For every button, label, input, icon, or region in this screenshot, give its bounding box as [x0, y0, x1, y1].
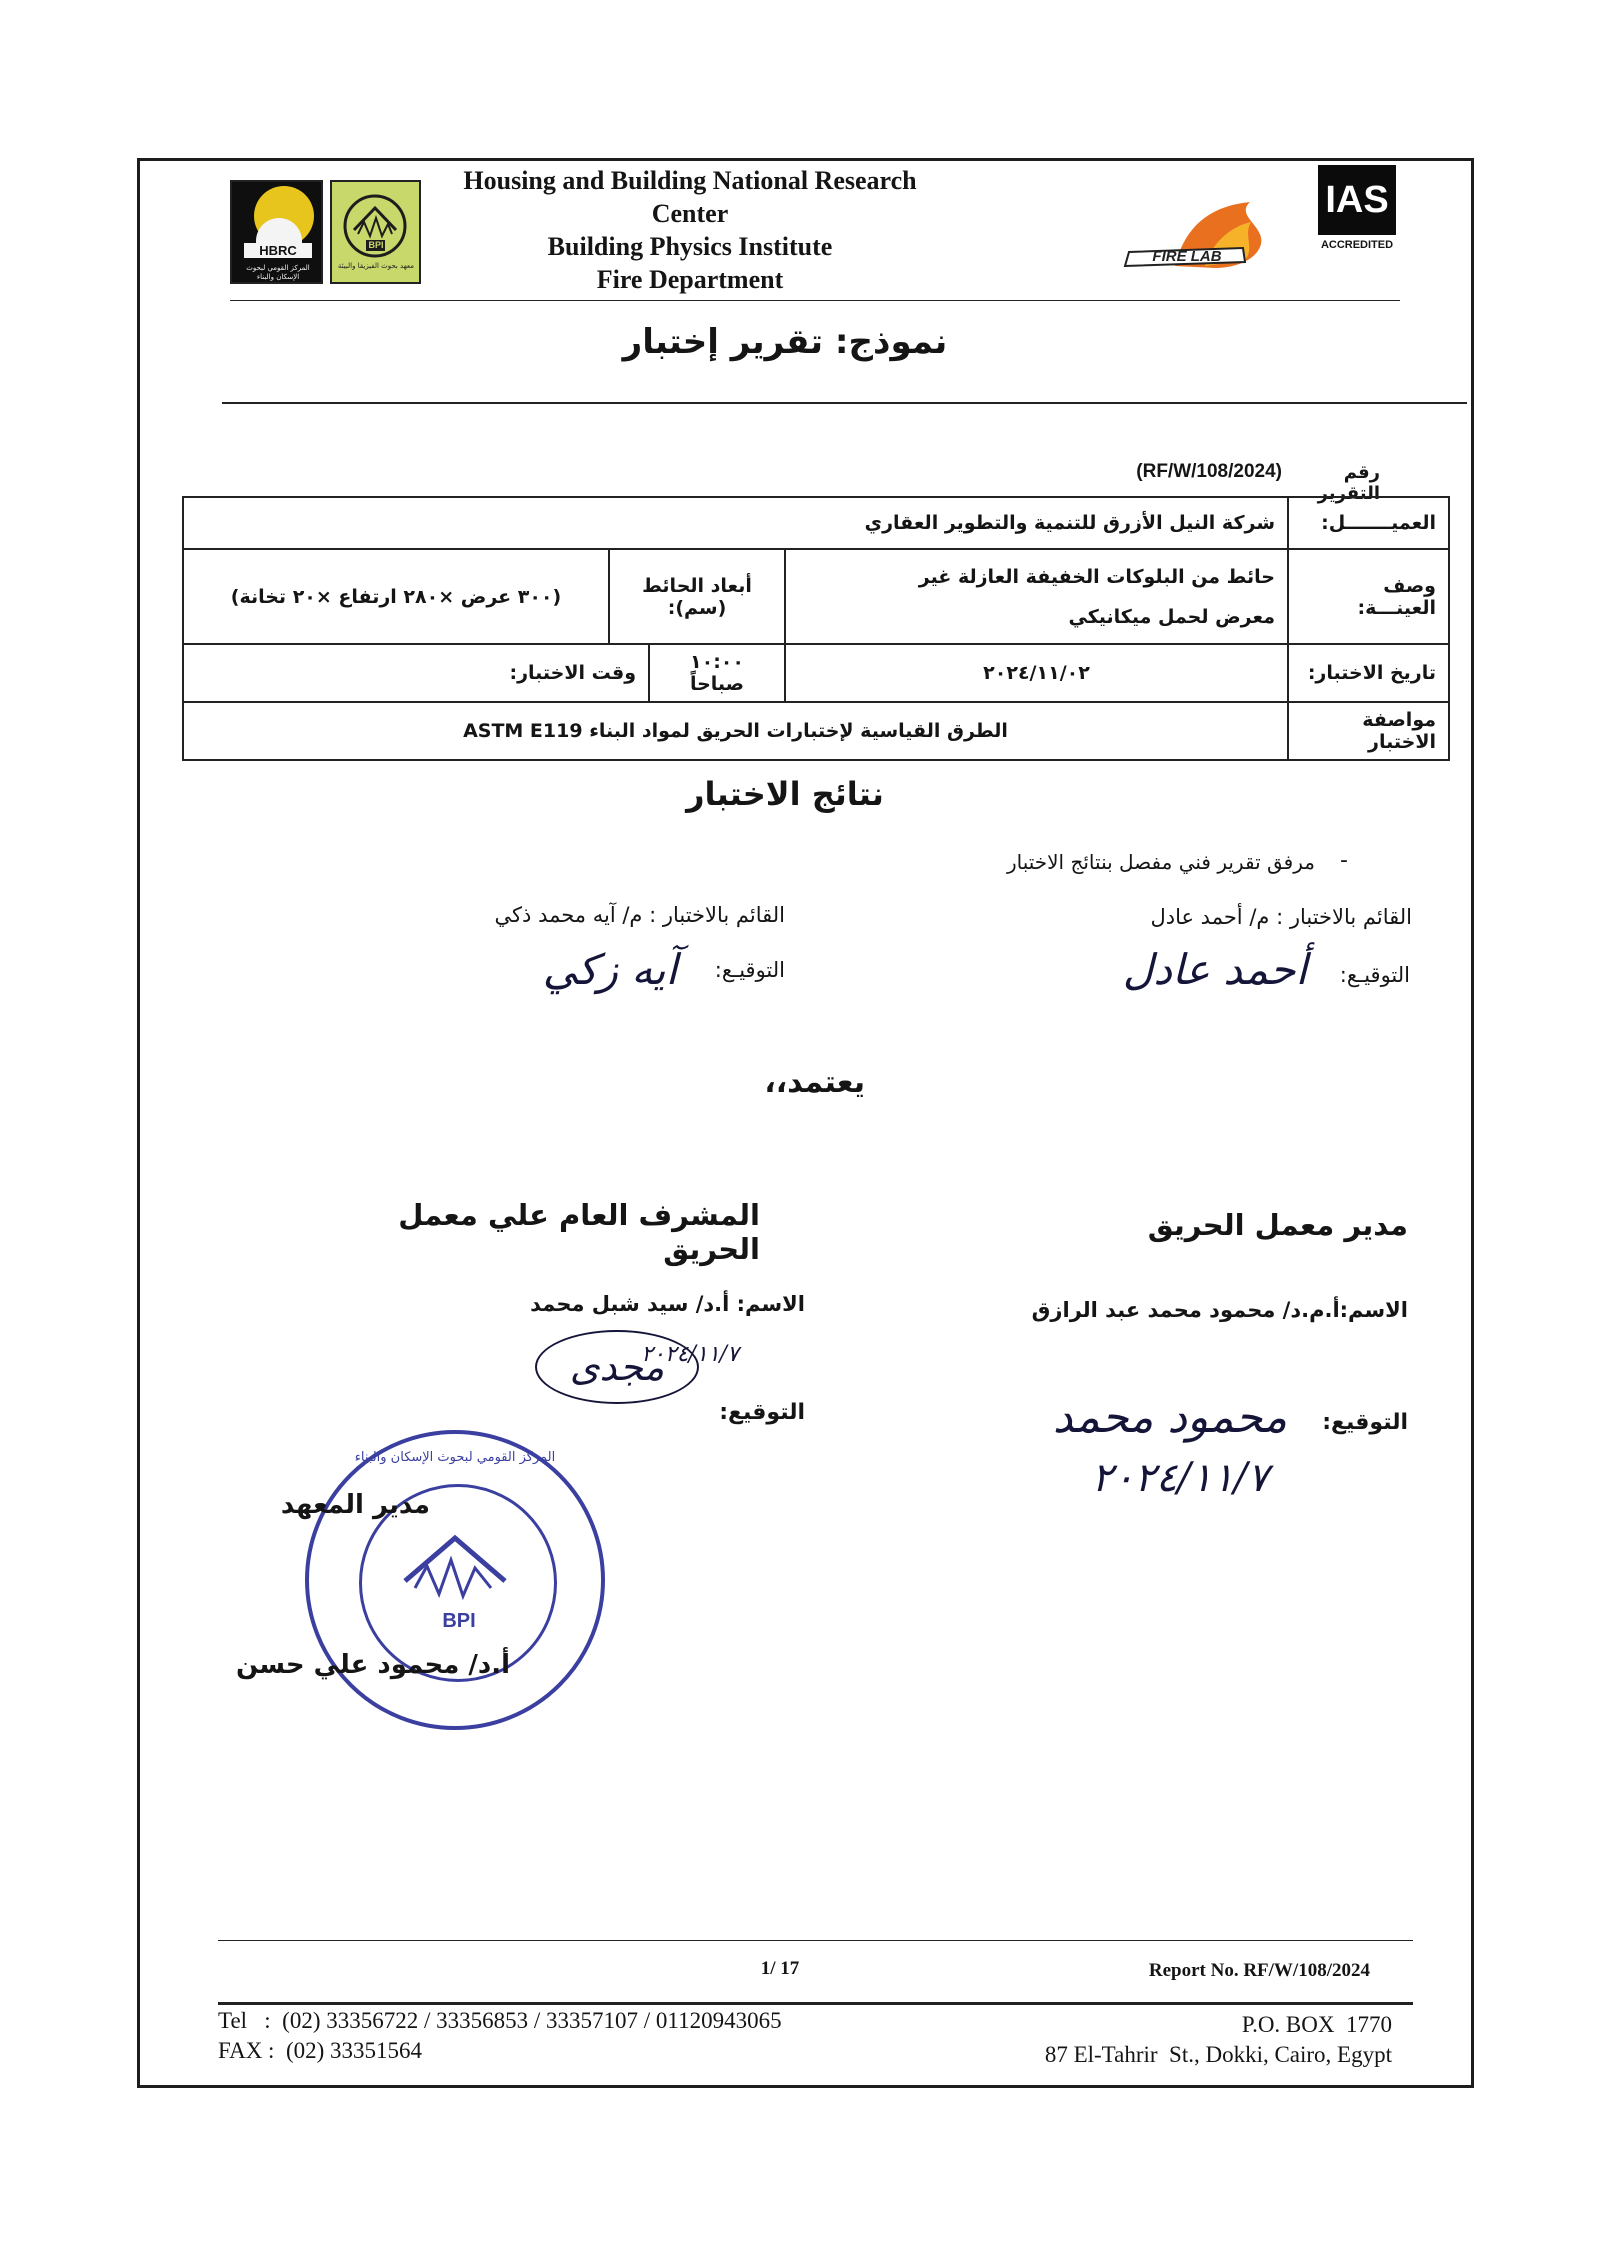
lab-manager-name: الاسم:أ.م.د/ محمود محمد عبد الرازق — [1031, 1298, 1408, 1322]
bpi-logo-text: BPI — [368, 240, 384, 250]
director-title: مدير المعهد — [280, 1490, 430, 1520]
report-number-value: (RF/W/108/2024) — [1136, 461, 1282, 482]
results-heading: نتائج الاختبار — [686, 775, 884, 813]
hbrc-logo-arabic: المركز القومي لبحوث الإسكان والبناء — [246, 264, 310, 281]
time-subtable — [184, 645, 784, 701]
sample-value — [785, 549, 1288, 644]
lab-manager-signature-date: ٢٠٢٤/١١/٧ — [1091, 1455, 1269, 1501]
footer-pobox: P.O. BOX 1770 — [1241, 2012, 1392, 2037]
footer-report-number: Report No. RF/W/108/2024 — [1148, 1960, 1370, 1981]
spec-value: ASTM E119 الطرق القياسية لإختبارات الحريق لمواد البناء — [183, 702, 1288, 760]
date-label: تاريخ الاختبار: — [1288, 644, 1449, 702]
bpi-logo — [330, 180, 421, 284]
institution-line-3: Fire Department — [596, 265, 784, 294]
report-number-label: رقم التقرير — [1317, 462, 1380, 504]
info-table — [182, 496, 1450, 761]
footer-address: 87 El-Tahrir St., Dokki, Cairo, Egypt — [1044, 2042, 1392, 2067]
footer-top-rule — [218, 1940, 1413, 1941]
lab-manager-sig-label: التوقيع: — [1322, 1410, 1408, 1435]
dimensions-label: أبعاد الحائط (سم): — [609, 549, 785, 644]
supervisor-sig-label: التوقيع: — [719, 1400, 805, 1425]
page-frame — [137, 158, 1474, 2088]
footer-tel: Tel : (02) 33356722 / 33356853 / 33357107 / 01120943065 — [218, 2008, 782, 2033]
tester-left-sig-label: التوقيـع: — [714, 958, 785, 982]
director-name: أ.د/ محمود علي حسن — [236, 1650, 510, 1680]
sample-value-line-2: معرض لحمل ميكانيكي — [1068, 605, 1275, 628]
time-value: ١٠:٠٠ صباحاً — [649, 645, 784, 701]
sample-label: وصف العينـــة: — [1288, 549, 1449, 644]
ias-logo — [1318, 165, 1398, 277]
lab-manager-signature: محمود محمد — [1052, 1392, 1288, 1443]
table-row — [183, 549, 1449, 644]
header-rule — [230, 300, 1400, 301]
tester-right-sig-label: التوقيـع: — [1339, 963, 1410, 987]
time-label: وقت الاختبار: — [509, 662, 636, 684]
tester-left-label: القائم بالاختبار : م/ آيه محمد ذكي — [494, 903, 785, 927]
table-row — [183, 497, 1449, 549]
tester-right-signature: أحمد عادل — [1122, 945, 1308, 994]
table-row — [183, 702, 1449, 760]
date-value: ٢٠٢٤/١١/٠٢ — [785, 644, 1288, 702]
client-label: العميـــــــل: — [1288, 497, 1449, 549]
institution-line-2: Building Physics Institute — [547, 232, 833, 261]
institute-stamp — [305, 1430, 605, 1730]
footer-rule — [218, 2002, 1413, 2005]
lab-manager-title: مدير معمل الحريق — [1147, 1208, 1408, 1242]
stamp-inner-text: BPI — [442, 1610, 476, 1632]
supervisor-title: المشرف العام علي معمل الحريق — [398, 1198, 760, 1266]
tester-right-label: القائم بالاختبار : م/ أحمد عادل — [1150, 905, 1412, 929]
approval-text: يعتمد،، — [764, 1065, 865, 1100]
firelab-logo-text: FIRE LAB — [1152, 248, 1222, 265]
supervisor-signature: مجدى — [535, 1330, 699, 1404]
results-bullet-dash: - — [1340, 848, 1348, 873]
institution-header — [430, 164, 950, 296]
sample-value-line-1: حائط من البلوكات الخفيفة العازلة غير — [918, 565, 1275, 588]
title-rule — [222, 402, 1467, 404]
firelab-logo — [1115, 196, 1275, 274]
footer-fax: FAX : (02) 33351564 — [218, 2038, 423, 2063]
form-title: نموذج: تقرير إختبار — [622, 322, 948, 362]
hbrc-logo — [230, 180, 323, 284]
client-value: شركة النيل الأزرق للتنمية والتطوير العقاري — [183, 497, 1288, 549]
results-bullet-text: مرفق تقرير فني مفصل بنتائج الاختبار — [1006, 850, 1315, 874]
table-row — [183, 644, 1449, 702]
supervisor-name: الاسم: أ.د/ سيد شبل محمد — [530, 1292, 805, 1316]
institution-line-1: Housing and Building National Research Center — [463, 166, 917, 228]
tester-left-signature: آيه زكي — [542, 945, 678, 994]
ias-accredited-text: ACCREDITED — [1320, 239, 1394, 251]
ias-logo-text: IAS — [1318, 165, 1396, 235]
stamp-ring-text: المركز القومي لبحوث الإسكان والبناء — [354, 1450, 556, 1465]
supervisor-signature-date: ٢٠٢٤/١١/٧ — [641, 1342, 739, 1367]
time-cell — [183, 644, 785, 702]
page-number: 1/ 17 — [760, 1958, 800, 1979]
spec-label: مواصفة الاختبار — [1288, 702, 1449, 760]
bpi-logo-arabic: معهد بحوث الفيزيقا والبيئة — [337, 262, 415, 270]
dimensions-value: (٣٠٠ عرض ×٢٨٠ ارتفاع ×٢٠ تخانة) — [183, 549, 609, 644]
hbrc-logo-text: HBRC — [244, 243, 312, 258]
